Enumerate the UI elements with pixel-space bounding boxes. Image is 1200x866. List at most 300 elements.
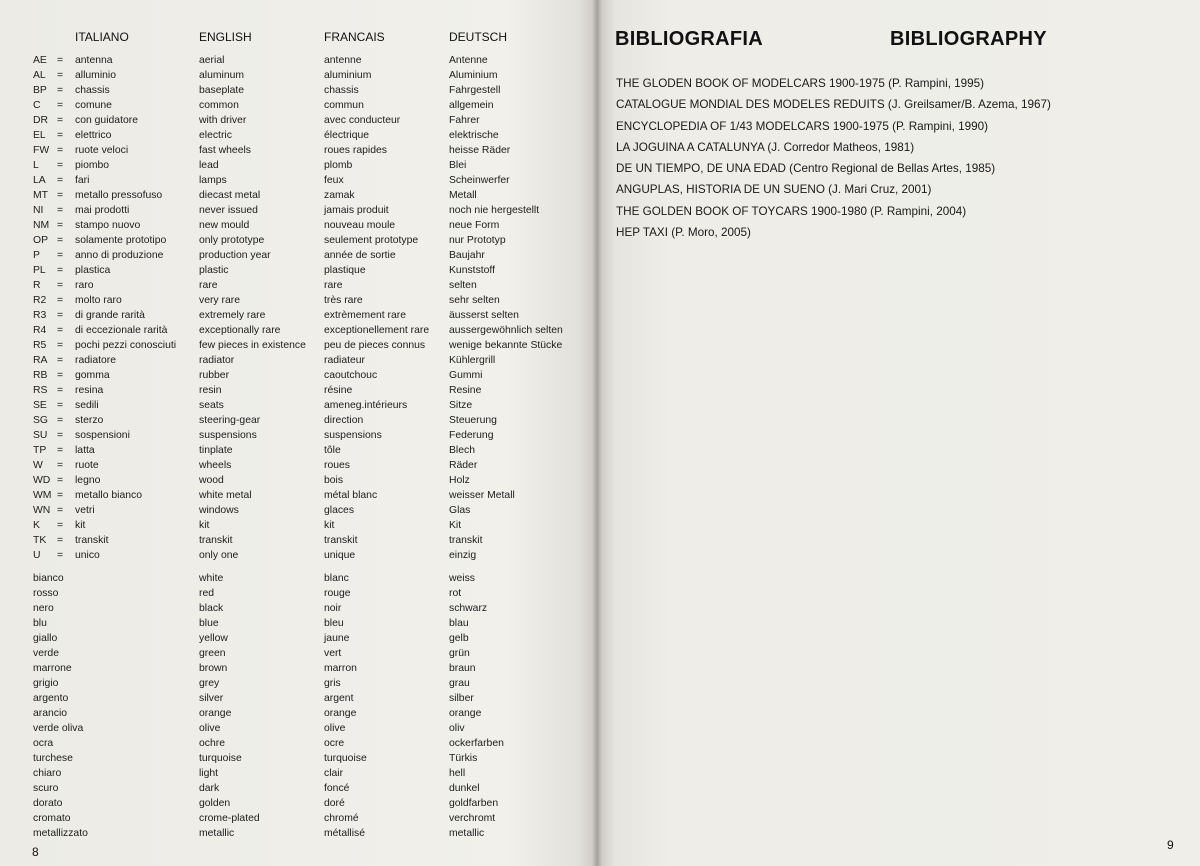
german-term: einzig: [449, 550, 477, 561]
german-color: goldfarben: [449, 798, 499, 809]
english-term: new mould: [199, 220, 250, 231]
page-number-right: 9: [1167, 838, 1174, 852]
glossary-row: [0, 68, 597, 83]
glossary-row: [0, 488, 597, 503]
english-term: only one: [199, 550, 239, 561]
french-term: extrèmement rare: [324, 310, 406, 321]
abbreviation: WN: [33, 505, 51, 516]
bibliography-entry: ANGUPLAS, HISTORIA DE UN SUENO (J. Mari Cruz, 2001): [616, 183, 932, 197]
english-term: resin: [199, 385, 222, 396]
german-term: Metall: [449, 190, 477, 201]
equals-sign: =: [57, 310, 64, 321]
italian-color: dorato: [33, 798, 63, 809]
english-color: brown: [199, 663, 228, 674]
italian-color: arancio: [33, 708, 68, 719]
glossary-row: [0, 323, 597, 338]
english-term: seats: [199, 400, 224, 411]
english-color: light: [199, 768, 219, 779]
italian-term: di grande rarità: [75, 310, 145, 321]
italian-color: nero: [33, 603, 54, 614]
glossary-row: [0, 413, 597, 428]
equals-sign: =: [57, 490, 64, 501]
abbreviation: TP: [33, 445, 47, 456]
glossary-row: [0, 188, 597, 203]
glossary-row: [0, 173, 597, 188]
abbreviation: AL: [33, 70, 46, 81]
italian-term: molto raro: [75, 295, 122, 306]
french-term: kit: [324, 520, 335, 531]
italian-term: chassis: [75, 85, 110, 96]
german-term: Antenne: [449, 55, 488, 66]
english-term: production year: [199, 250, 271, 261]
french-color: blanc: [324, 573, 349, 584]
german-term: elektrische: [449, 130, 499, 141]
glossary-row: [0, 278, 597, 293]
left-page: [0, 0, 597, 866]
english-color: black: [199, 603, 224, 614]
english-term: never issued: [199, 205, 258, 216]
german-term: Aluminium: [449, 70, 498, 81]
glossary-row: [0, 113, 597, 128]
italian-color: giallo: [33, 633, 58, 644]
english-color: yellow: [199, 633, 228, 644]
german-term: Fahrgestell: [449, 85, 501, 96]
column-header-deutsch: DEUTSCH: [449, 30, 508, 44]
french-term: caoutchouc: [324, 370, 378, 381]
equals-sign: =: [57, 325, 64, 336]
equals-sign: =: [57, 475, 64, 486]
german-term: Räder: [449, 460, 478, 471]
bibliography-entry: CATALOGUE MONDIAL DES MODELES REDUITS (J. Greilsamer/B. Azema, 1967): [616, 98, 1051, 112]
italian-term: stampo nuovo: [75, 220, 141, 231]
german-color: dunkel: [449, 783, 480, 794]
italian-term: sterzo: [75, 415, 104, 426]
equals-sign: =: [57, 115, 64, 126]
color-row: [0, 571, 597, 586]
italian-term: metallo pressofuso: [75, 190, 163, 201]
color-row: [0, 586, 597, 601]
french-color: clair: [324, 768, 344, 779]
abbreviation: WD: [33, 475, 51, 486]
german-term: nur Prototyp: [449, 235, 506, 246]
italian-color: chiaro: [33, 768, 62, 779]
italian-term: di eccezionale rarità: [75, 325, 168, 336]
french-color: argent: [324, 693, 354, 704]
german-term: aussergewöhnlich selten: [449, 325, 563, 336]
equals-sign: =: [57, 70, 64, 81]
english-term: windows: [199, 505, 239, 516]
french-color: turquoise: [324, 753, 367, 764]
german-color: verchromt: [449, 813, 496, 824]
abbreviation: NM: [33, 220, 50, 231]
italian-term: pochi pezzi conosciuti: [75, 340, 177, 351]
french-color: bleu: [324, 618, 344, 629]
french-term: suspensions: [324, 430, 382, 441]
english-term: few pieces in existence: [199, 340, 306, 351]
english-color: dark: [199, 783, 220, 794]
abbreviation: TK: [33, 535, 47, 546]
equals-sign: =: [57, 85, 64, 96]
english-term: tinplate: [199, 445, 233, 456]
italian-color: ocra: [33, 738, 54, 749]
equals-sign: =: [57, 295, 64, 306]
equals-sign: =: [57, 130, 64, 141]
abbreviation: R4: [33, 325, 47, 336]
glossary-row: [0, 308, 597, 323]
italian-term: legno: [75, 475, 101, 486]
equals-sign: =: [57, 385, 64, 396]
german-color: rot: [449, 588, 462, 599]
german-term: Blech: [449, 445, 475, 456]
french-term: exceptionellement rare: [324, 325, 430, 336]
english-term: aerial: [199, 55, 225, 66]
german-term: Steuerung: [449, 415, 497, 426]
equals-sign: =: [57, 160, 64, 171]
equals-sign: =: [57, 145, 64, 156]
german-color: schwarz: [449, 603, 488, 614]
english-term: wood: [199, 475, 224, 486]
color-row: [0, 766, 597, 781]
abbreviation: R2: [33, 295, 47, 306]
english-color: green: [199, 648, 226, 659]
bibliography-entry: THE GOLDEN BOOK OF TOYCARS 1900-1980 (P. Rampini, 2004): [616, 204, 967, 218]
english-term: electric: [199, 130, 232, 141]
french-term: zamak: [324, 190, 355, 201]
german-color: hell: [449, 768, 466, 779]
german-term: Gummi: [449, 370, 483, 381]
french-color: rouge: [324, 588, 351, 599]
glossary-row: [0, 233, 597, 248]
german-color: silber: [449, 693, 474, 704]
french-term: année de sortie: [324, 250, 396, 261]
italian-term: latta: [75, 445, 95, 456]
italian-color: rosso: [33, 588, 59, 599]
italian-term: sospensioni: [75, 430, 130, 441]
glossary-row: [0, 383, 597, 398]
abbreviation: PL: [33, 265, 46, 276]
color-row: [0, 646, 597, 661]
english-color: blue: [199, 618, 219, 629]
glossary-row: [0, 443, 597, 458]
german-term: heisse Räder: [449, 145, 511, 156]
bibliography-list: [616, 73, 1051, 243]
french-term: seulement prototype: [324, 235, 419, 246]
bibliography-entry: THE GLODEN BOOK OF MODELCARS 1900-1975 (P. Rampini, 1995): [616, 77, 985, 90]
english-term: transkit: [199, 535, 233, 546]
equals-sign: =: [57, 505, 64, 516]
french-term: bois: [324, 475, 344, 486]
equals-sign: =: [57, 175, 64, 186]
french-term: unique: [324, 550, 356, 561]
abbreviation: RB: [33, 370, 48, 381]
abbreviation: C: [33, 100, 41, 111]
abbreviation: U: [33, 550, 41, 561]
italian-term: transkit: [75, 535, 109, 546]
english-term: baseplate: [199, 85, 245, 96]
italian-term: solamente prototipo: [75, 235, 167, 246]
abbreviation: K: [33, 520, 40, 531]
german-term: neue Form: [449, 220, 500, 231]
color-row: [0, 661, 597, 676]
french-color: ocre: [324, 738, 345, 749]
french-term: roues rapides: [324, 145, 387, 156]
equals-sign: =: [57, 460, 64, 471]
italian-term: comune: [75, 100, 112, 111]
italian-term: gomma: [75, 370, 110, 381]
equals-sign: =: [57, 220, 64, 231]
italian-term: alluminio: [75, 70, 117, 81]
german-term: Kit: [449, 520, 462, 531]
equals-sign: =: [57, 355, 64, 366]
french-term: ameneg.intérieurs: [324, 400, 408, 411]
french-color: doré: [324, 798, 345, 809]
glossary-row: [0, 458, 597, 473]
german-term: Fahrer: [449, 115, 480, 126]
italian-term: kit: [75, 520, 86, 531]
abbreviation: R: [33, 280, 41, 291]
italian-term: antenna: [75, 55, 113, 66]
column-header-francais: FRANCAIS: [324, 30, 385, 44]
italian-color: metallizzato: [33, 828, 88, 839]
abbreviation: AE: [33, 55, 47, 66]
french-term: chassis: [324, 85, 359, 96]
german-term: weisser Metall: [449, 490, 515, 501]
abbreviation: RS: [33, 385, 48, 396]
english-color: turquoise: [199, 753, 242, 764]
english-term: kit: [199, 520, 210, 531]
english-term: lead: [199, 160, 219, 171]
glossary-row: [0, 518, 597, 533]
french-term: peu de pieces connus: [324, 340, 426, 351]
glossary-row: [0, 503, 597, 518]
french-term: antenne: [324, 55, 362, 66]
equals-sign: =: [57, 55, 64, 66]
abbreviation: MT: [33, 190, 49, 201]
french-term: plomb: [324, 160, 353, 171]
german-color: braun: [449, 663, 476, 674]
abbreviation: L: [33, 160, 39, 171]
french-term: électrique: [324, 130, 370, 141]
french-term: direction: [324, 415, 364, 426]
english-term: rubber: [199, 370, 230, 381]
french-color: jaune: [324, 633, 350, 644]
abbreviation: P: [33, 250, 40, 261]
german-color: metallic: [449, 828, 485, 839]
glossary-row: [0, 53, 597, 68]
french-term: avec conducteur: [324, 115, 401, 126]
color-row: [0, 796, 597, 811]
german-color: orange: [449, 708, 482, 719]
equals-sign: =: [57, 280, 64, 291]
german-term: Kühlergrill: [449, 355, 496, 366]
german-color: grau: [449, 678, 470, 689]
french-term: nouveau moule: [324, 220, 396, 231]
color-row: [0, 616, 597, 631]
german-color: ockerfarben: [449, 738, 504, 749]
book-gutter: [592, 0, 602, 866]
abbreviation: NI: [33, 205, 44, 216]
german-color: blau: [449, 618, 469, 629]
equals-sign: =: [57, 340, 64, 351]
english-term: aluminum: [199, 70, 245, 81]
color-row: [0, 811, 597, 826]
italian-term: mai prodotti: [75, 205, 130, 216]
german-term: transkit: [449, 535, 483, 546]
abbreviation: EL: [33, 130, 46, 141]
german-color: weiss: [449, 573, 475, 584]
english-term: suspensions: [199, 430, 257, 441]
french-term: tôle: [324, 445, 341, 456]
italian-color: scuro: [33, 783, 59, 794]
italian-term: radiatore: [75, 355, 117, 366]
italian-color: cromato: [33, 813, 71, 824]
german-color: gelb: [449, 633, 469, 644]
french-term: aluminium: [324, 70, 372, 81]
german-term: sehr selten: [449, 295, 500, 306]
german-term: Glas: [449, 505, 471, 516]
french-term: métal blanc: [324, 490, 378, 501]
glossary-row: [0, 473, 597, 488]
equals-sign: =: [57, 100, 64, 111]
english-color: olive: [199, 723, 221, 734]
glossary-row: [0, 353, 597, 368]
glossary-row: [0, 98, 597, 113]
page-number-left: 8: [32, 845, 39, 859]
french-term: très rare: [324, 295, 363, 306]
glossary-row: [0, 143, 597, 158]
equals-sign: =: [57, 430, 64, 441]
abbreviation: SU: [33, 430, 48, 441]
abbreviation: R3: [33, 310, 47, 321]
italian-term: piombo: [75, 160, 110, 171]
glossary-row: [0, 263, 597, 278]
column-header-italiano: ITALIANO: [75, 30, 129, 44]
glossary-row: [0, 203, 597, 218]
abbreviation: SG: [33, 415, 49, 426]
english-color: golden: [199, 798, 231, 809]
italian-term: resina: [75, 385, 104, 396]
color-row: [0, 826, 597, 841]
english-color: metallic: [199, 828, 235, 839]
french-color: chromé: [324, 813, 359, 824]
italian-term: vetri: [75, 505, 95, 516]
italian-term: sedili: [75, 400, 99, 411]
equals-sign: =: [57, 415, 64, 426]
french-color: foncé: [324, 783, 350, 794]
abbreviation: FW: [33, 145, 50, 156]
bibliography-entry: LA JOGUINA A CATALUNYA (J. Corredor Matheos, 1981): [616, 140, 915, 154]
german-term: Federung: [449, 430, 494, 441]
english-term: lamps: [199, 175, 227, 186]
glossary-row: [0, 548, 597, 563]
english-term: plastic: [199, 265, 229, 276]
italian-color: bianco: [33, 573, 64, 584]
italian-color: verde oliva: [33, 723, 84, 734]
english-term: very rare: [199, 295, 240, 306]
german-color: oliv: [449, 723, 465, 734]
abbreviation: LA: [33, 175, 46, 186]
german-term: Kunststoff: [449, 265, 496, 276]
glossary-row: [0, 368, 597, 383]
german-color: Türkis: [449, 753, 478, 764]
english-term: exceptionally rare: [199, 325, 281, 336]
german-term: noch nie hergestellt: [449, 205, 540, 216]
french-color: orange: [324, 708, 357, 719]
english-term: extremely rare: [199, 310, 266, 321]
equals-sign: =: [57, 370, 64, 381]
abbreviation: SE: [33, 400, 47, 411]
german-term: Baujahr: [449, 250, 485, 261]
italian-color: verde: [33, 648, 59, 659]
glossary-row: [0, 218, 597, 233]
italian-color: grigio: [33, 678, 59, 689]
abbreviation: DR: [33, 115, 49, 126]
italian-color: turchese: [33, 753, 73, 764]
equals-sign: =: [57, 520, 64, 531]
german-term: Holz: [449, 475, 470, 486]
color-row: [0, 721, 597, 736]
french-term: jamais produit: [324, 205, 389, 216]
french-color: marron: [324, 663, 357, 674]
english-color: orange: [199, 708, 232, 719]
italian-term: plastica: [75, 265, 111, 276]
glossary-row: [0, 83, 597, 98]
german-term: allgemein: [449, 100, 494, 111]
english-color: ochre: [199, 738, 225, 749]
italian-term: elettrico: [75, 130, 112, 141]
italian-term: con guidatore: [75, 115, 138, 126]
abbreviation: OP: [33, 235, 49, 246]
equals-sign: =: [57, 550, 64, 561]
equals-sign: =: [57, 265, 64, 276]
heading-bibliografia: BIBLIOGRAFIA: [615, 28, 764, 50]
color-row: [0, 601, 597, 616]
english-term: only prototype: [199, 235, 265, 246]
glossary-row: [0, 428, 597, 443]
english-term: radiator: [199, 355, 235, 366]
english-color: silver: [199, 693, 224, 704]
bibliography-entry: DE UN TIEMPO, DE UNA EDAD (Centro Regional de Bellas Artes, 1985): [616, 162, 996, 176]
french-term: feux: [324, 175, 344, 186]
glossary-row: [0, 533, 597, 548]
equals-sign: =: [57, 535, 64, 546]
color-row: [0, 751, 597, 766]
english-color: red: [199, 588, 215, 599]
bibliography-entry: HEP TAXI (P. Moro, 2005): [616, 226, 751, 240]
color-row: [0, 736, 597, 751]
italian-term: unico: [75, 550, 100, 561]
abbreviation: RA: [33, 355, 48, 366]
bibliography-entry: ENCYCLOPEDIA OF 1/43 MODELCARS 1900-1975 (P. Rampini, 1990): [616, 119, 989, 133]
abbreviation: BP: [33, 85, 47, 96]
french-color: gris: [324, 678, 341, 689]
english-term: rare: [199, 280, 218, 291]
french-term: transkit: [324, 535, 358, 546]
german-color: grün: [449, 648, 470, 659]
german-term: Scheinwerfer: [449, 175, 510, 186]
italian-term: fari: [75, 175, 90, 186]
german-term: wenige bekannte Stücke: [449, 340, 563, 351]
french-color: noir: [324, 603, 342, 614]
french-term: plastique: [324, 265, 366, 276]
column-header-english: ENGLISH: [199, 30, 252, 44]
french-term: radiateur: [324, 355, 366, 366]
italian-term: anno di produzione: [75, 250, 164, 261]
french-term: roues: [324, 460, 350, 471]
italian-term: ruote: [75, 460, 99, 471]
heading-bibliography: BIBLIOGRAPHY: [890, 28, 1047, 50]
equals-sign: =: [57, 205, 64, 216]
